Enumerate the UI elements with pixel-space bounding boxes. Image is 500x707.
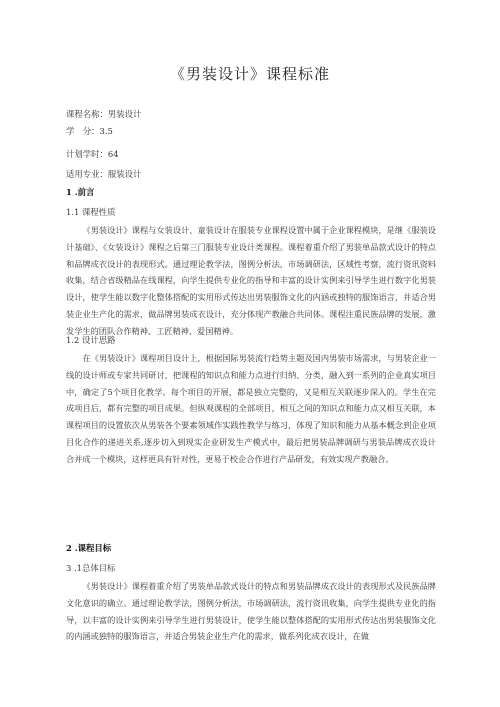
course-name: 课程名称：男装设计	[66, 109, 142, 119]
paragraph-overall-goals: 《男装设计》课程着重介绍了男装单品款式设计的特点和男装品牌成衣设计的表现形式及民族品牌文化意识的确立。通过理论教学法，图例分析法，市场调研法，流行资讯收集，向学生提供专业化的指导，以丰富的设计实例来引导学生进行男装设计，使学生能以整体搭配的实用形式传达出男装服饰文化的内涵或独特的服饰语言，并适合男装企业生产化的需求，做系列化成衣设计，在做	[66, 581, 436, 642]
course-credits: 学 分：3.5	[66, 126, 113, 136]
document-title: 《男装设计》课程标准	[169, 65, 330, 83]
course-hours: 计划学时：64	[66, 149, 119, 159]
subsection-heading-course-nature: 1.1 课程性质	[66, 207, 116, 217]
paragraph-design-approach: 在《男装设计》课程项目设计上，根据国际男装流行趋势主题及国内男装市场需求，与男装企业一线的设计师或专家共同研讨，把课程的知识点和能力点进行归纳、分类，融入到一系列的企业真实项目中，确定了5个项目化教学。每个项目的开展，都是独立完整的，又是相互关联逐步深入的。学生在完成项目后，都有完整的项目成果。但纵观课程的全部项目，相互之间的知识点和能力点又相互关联，本课程项目的设置依次从男装各个要素领域作实践性教学与练习，体现了知识和能力从基本概念到企业项目化合作的递进关系,逐步切入到现实企业研发生产模式中，最后把男装品牌调研与男装品牌成衣设计合并成一个模块，这样更具有针对性，更易于校企合作进行产品研发，有效实现产教融合。	[66, 353, 436, 464]
paragraph-course-nature: 《男装设计》课程与女装设计、童装设计在服装专业课程设置中属于企业课程模块，是继《服装设计基础》、《女装设计》课程之后第三门服装专业设计类课程。课程着重介绍了男装单品款式设计的特点和品牌成衣设计的表现形式。通过理论教学法，图例分析法，市场调研法，区域性考察，流行资讯资料收集，结合省级精品在线课程，向学生提供专业化的指导和丰富的设计实例来引导学生进行数字化男装设计，使学生能以数字化整体搭配的实用形式传达出男装服饰文化的内涵或独特的服饰语言，并适合男装企业生产化的需求，做品牌男装成衣设计，充分体现产教融合共同体。课程注重民族品牌的发展，激发学生的团队合作精神、工匠精神、爱国精神。	[66, 225, 436, 336]
section-heading-preface: 1 .前言	[66, 187, 95, 197]
applicable-major: 适用专业：服装设计	[66, 169, 142, 179]
subsection-heading-overall-goals: 3 .1总体目标	[66, 563, 116, 573]
section-heading-course-goals: 2 .课程目标	[66, 543, 112, 553]
subsection-heading-design-approach: 1.2 设计思路	[66, 335, 116, 345]
